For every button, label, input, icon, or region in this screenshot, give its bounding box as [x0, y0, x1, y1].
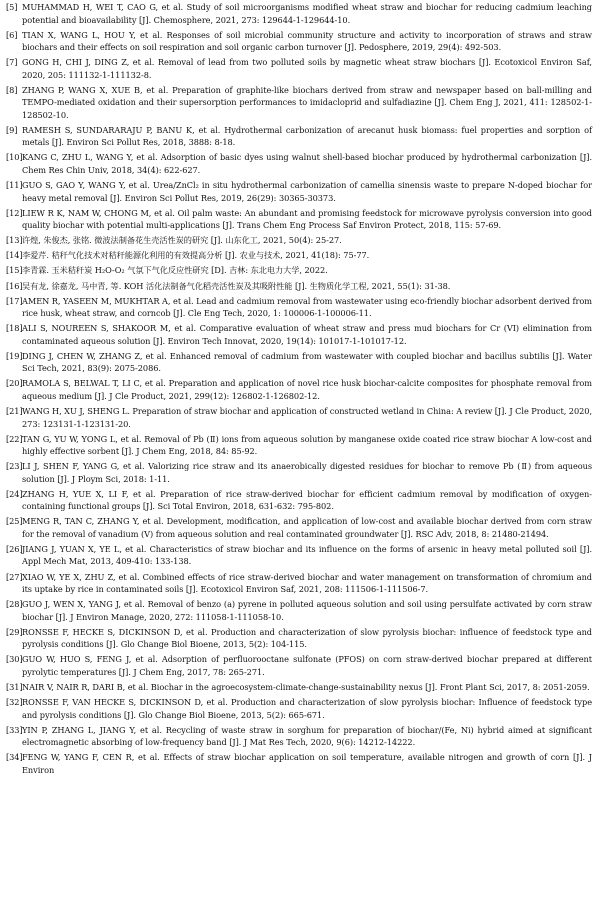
reference-item: [6, 350, 592, 375]
reference-number: [24]: [6, 488, 23, 499]
reference-item: [6, 29, 592, 54]
reference-item: [6, 295, 592, 320]
reference-text: AMEN R, YASEEN M, MUKHTAR A, et al. Lead and cadmium removal from wastewater using eco-friendly biochar adsorbent derived from rice husk, wheat straw, and corncob [J]. Cle Eng Tech, 2020, 1: 100006-1-100006-11.: [22, 295, 592, 319]
reference-text: ZHANG H, YUE X, LI F, et al. Preparation of rice straw-derived biochar for efficient cadmium removal by modification of oxygen-containing functional groups [J]. Sci Total Environ, 2018, 631-632: 795-802.: [22, 488, 592, 512]
reference-item: [6, 488, 592, 513]
reference-number: [22]: [6, 433, 23, 444]
reference-number: [14]: [6, 250, 23, 261]
reference-item: [6, 433, 592, 458]
reference-item: [6, 179, 592, 204]
reference-number: [26]: [6, 543, 23, 554]
reference-number: [10]: [6, 152, 23, 163]
reference-item: [6, 56, 592, 81]
reference-number: [9]: [6, 124, 18, 135]
reference-item: [6, 84, 592, 122]
reference-text: XIAO W, YE X, ZHU Z, et al. Combined effects of rice straw-derived biochar and water management on transformation of chromium and its uptake by rice in contaminated soils [J]. Ecotoxicol Environ Saf, 2021, 208: 111506-1-111506-7.: [22, 571, 592, 595]
reference-text: GUO J, WEN X, YANG J, et al. Removal of benzo (a) pyrene in polluted aqueous solution and soil using persulfate activated by corn straw biochar [J]. J Environ Manage, 2020, 272: 111058-1-111058-10.: [22, 599, 592, 622]
reference-number: [29]: [6, 626, 23, 637]
reference-text: 李爱芹. 秸秆气化技术对秸秆能源化利用的有效提高分析 [J]. 农业与技术, 2021, 41(18): 75-77.: [22, 250, 370, 261]
reference-text: LIEW R K, NAM W, CHONG M, et al. Oil palm waste: An abundant and promising feedstock for microwave pyrolysis conversion into good quality biochar with potential multi-applications [J]. Trans Chem Eng Process Saf Environ Protect, 2018, 115: 57-69.: [22, 207, 592, 231]
reference-item: [6, 377, 592, 402]
reference-number: [15]: [6, 265, 23, 276]
reference-number: [17]: [6, 295, 23, 306]
reference-item: [6, 151, 592, 176]
reference-item: [6, 626, 592, 651]
reference-text: RONSSE F, HECKE S, DICKINSON D, et al. Production and characterization of slow pyrolysis biochar: influence of feedstock type and pyrolysis conditions [J]. Glo Change Biol Bioene, 2013, 5(2): 104-115.: [22, 626, 592, 650]
reference-item: [6, 1, 592, 26]
reference-number: [28]: [6, 599, 23, 610]
reference-item: [6, 322, 592, 347]
reference-number: [34]: [6, 752, 23, 763]
reference-number: [33]: [6, 724, 23, 735]
reference-number: [32]: [6, 697, 23, 708]
reference-text: 许煌, 朱俊杰, 张铭. 微波法制备花生壳活性炭的研究 [J]. 山东化工, 2021, 50(4): 25-27.: [22, 235, 342, 246]
reference-text: ZHANG P, WANG X, XUE B, et al. Preparation of graphite-like biochars derived from straw and newspaper based on ball-milling and TEMPO-mediated oxidation and their supersorption performances to imidacloprid and sulfadiazine [J]. Chem Eng J, 2021, 411: 128502-1-128502-10.: [22, 84, 592, 120]
reference-item: [6, 653, 592, 678]
reference-item: [6, 543, 592, 568]
reference-number: [30]: [6, 654, 23, 665]
reference-text: MENG R, TAN C, ZHANG Y, et al. Development, modification, and application of low-cost and available biochar derived from corn straw for the removal of vanadium (V) from aqueous solution and real contaminated groundwater [J]. RSC Adv, 2018, 8: 21480-21494.: [22, 516, 592, 539]
reference-item: [6, 234, 592, 247]
reference-text: GUO S, GAO Y, WANG Y, et al. Urea/ZnCl₂ in situ hydrothermal carbonization of camellia sinensis waste to prepare N-doped biochar for heavy metal removal [J]. Environ Sci Pollut Res, 2019, 26(29): 30365-30373.: [22, 180, 592, 203]
reference-text: MUHAMMAD H, WEI T, CAO G, et al. Study of soil microorganisms modified wheat straw and biochar for reducing cadmium leaching potential and bioavailability [J]. Chemosphere, 2021, 273: 129644-1-129644-10.: [22, 2, 592, 25]
reference-text: RONSSE F, VAN HECKE S, DICKINSON D, et al. Production and characterization of slow pyrolysis biochar: Influence of feedstock type and pyrolysis conditions [J]. Glo Change Biol Bioene, 2013, 5(2): 665-671.: [22, 697, 592, 720]
reference-text: 李青霖. 玉米秸秆炭 H₂O-O₂ 气氛下气化反应性研究 [D]. 吉林: 东北电力大学, 2022.: [22, 265, 328, 276]
reference-text: KANG C, ZHU L, WANG Y, et al. Adsorption of basic dyes using walnut shell-based biochar produced by hydrothermal carbonization [J]. Chem Res Chin Univ, 2018, 34(4): 622-627.: [22, 152, 592, 175]
reference-text: WANG H, XU J, SHENG L. Preparation of straw biochar and application of constructed wetland in China: A review [J]. J Cle Product, 2020, 273: 123131-1-123131-20.: [22, 406, 592, 429]
reference-text: JIANG J, YUAN X, YE L, et al. Characteristics of straw biochar and its influence on the forms of arsenic in heavy metal polluted soil [J]. Appl Mech Mat, 2013, 409-410: 133-138.: [22, 543, 592, 567]
reference-number: [7]: [6, 57, 18, 68]
reference-number: [12]: [6, 207, 23, 218]
reference-item: [6, 124, 592, 149]
reference-text: YIN P, ZHANG L, JIANG Y, et al. Recycling of waste straw in sorghum for preparation of biochar/(Fe, Ni) hybrid aimed at significant electromagnetic absorbing of low-frequency band [J]. J Mat Res Tech, 2020, 9(6): 14212-14222.: [22, 724, 592, 748]
reference-text: 吴有龙, 徐嘉龙, 马中青, 等. KOH 活化法制备气化稻壳活性炭及其吸附性能 [J]. 生物质化学工程, 2021, 55(1): 31-38.: [22, 280, 451, 291]
reference-number: [6]: [6, 29, 18, 40]
reference-number: [21]: [6, 406, 23, 416]
reference-text: FENG W, YANG F, CEN R, et al. Effects of straw biochar application on soil temperature, available nitrogen and growth of corn [J]. J Environ: [22, 752, 592, 775]
reference-text: TAN G, YU W, YONG L, et al. Removal of Pb (Ⅱ) ions from aqueous solution by manganese oxide coated rice straw biochar A low-cost and highly effective sorbent [J]. J Chem Eng, 2018, 84: 85-92.: [22, 433, 592, 457]
reference-number: [20]: [6, 378, 23, 389]
reference-text: NAIR V, NAIR R, DARI B, et al. Biochar in the agroecosystem-climate-change-sustainability nexus [J]. Front Plant Sci, 2017, 8: 2051-2059.: [22, 681, 590, 692]
reference-item: [6, 681, 592, 694]
reference-text: GUO W, HUO S, FENG J, et al. Adsorption of perfluorooctane sulfonate (PFOS) on corn straw-derived biochar prepared at different pyrolytic temperatures [J]. J Chem Eng, 2017, 78: 265-271.: [22, 654, 592, 677]
reference-text: RAMOLA S, BELWAL T, LI C, et al. Preparation and application of novel rice husk biochar-calcite composites for phosphate removal from aqueous medium [J]. J Cle Product, 2021, 299(12): 126802-1-126802-12.: [22, 378, 592, 401]
reference-item: [6, 515, 592, 540]
reference-text: GONG H, CHI J, DING Z, et al. Removal of lead from two polluted soils by magnetic wheat straw biochars [J]. Ecotoxicol Environ Saf, 2020, 205: 111132-1-111132-8.: [22, 57, 592, 80]
reference-number: [25]: [6, 516, 23, 527]
reference-item: [6, 207, 592, 232]
reference-number: [23]: [6, 461, 23, 472]
reference-item: [6, 696, 592, 721]
reference-text: RAMESH S, SUNDARARAJU P, BANU K, et al. Hydrothermal carbonization of arecanut husk biomass: fuel properties and sorption of metals [J]. Environ Sci Pollut Res, 2018, 3888: 8-18.: [22, 124, 592, 148]
reference-number: [18]: [6, 323, 23, 334]
reference-number: [27]: [6, 571, 23, 582]
reference-item: [6, 571, 592, 596]
reference-number: [5]: [6, 2, 18, 12]
reference-item: [6, 751, 592, 776]
reference-text: ALI S, NOUREEN S, SHAKOOR M, et al. Comparative evaluation of wheat straw and press mud biochars for Cr (VI) elimination from contaminated aqueous solution [J]. Environ Tech Innovat, 2020, 19(14): 101017-1-101017-12.: [22, 323, 592, 346]
reference-number: [13]: [6, 235, 23, 246]
reference-item: [6, 264, 592, 277]
reference-item: [6, 724, 592, 749]
reference-text: DING J, CHEN W, ZHANG Z, et al. Enhanced removal of cadmium from wastewater with coupled biochar and bacillus subtilis [J]. Water Sci Tech, 2021, 83(9): 2075-2086.: [22, 350, 592, 374]
reference-number: [16]: [6, 280, 23, 291]
reference-text: TIAN X, WANG L, HOU Y, et al. Responses of soil microbial community structure and activity to incorporation of straws and straw biochars and their effects on soil respiration and soil organic carbon turnover [J]. Pedosphere, 2019, 29(4): 492-503.: [22, 29, 592, 53]
reference-item: [6, 598, 592, 623]
reference-item: [6, 405, 592, 430]
reference-number: [11]: [6, 180, 23, 191]
reference-item: [6, 249, 592, 262]
reference-text: LI J, SHEN F, YANG G, et al. Valorizing rice straw and its anaerobically digested residues for biochar to remove Pb (Ⅱ) from aqueous solution [J]. J Ploym Sci, 2018: 1-11.: [22, 461, 592, 484]
reference-number: [19]: [6, 350, 23, 361]
reference-number: [31]: [6, 681, 23, 692]
reference-item: [6, 460, 592, 485]
reference-item: [6, 280, 592, 293]
reference-number: [8]: [6, 84, 18, 95]
